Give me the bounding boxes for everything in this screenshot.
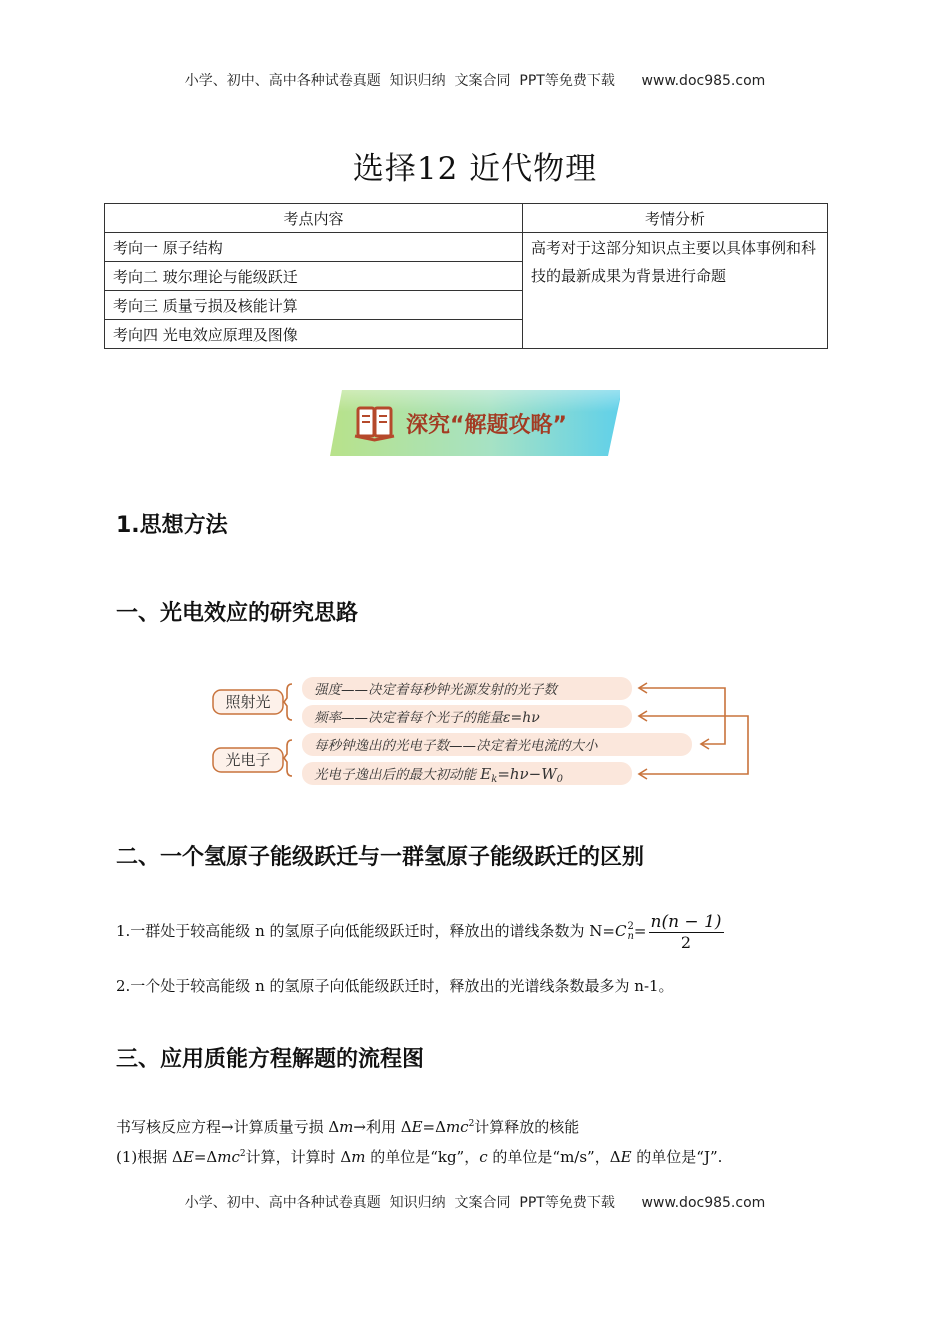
- svg-text:光电子逸出后的最大初动能 Ek=hν−W0: 光电子逸出后的最大初动能 $E_k=h\nu-W_0$: [314, 765, 564, 785]
- analysis-cell: 高考对于这部分知识点主要以具体事例和科技的最新成果为背景进行命题: [523, 233, 828, 349]
- table-row: 考向二 玻尔理论与能级跃迁: [105, 262, 523, 291]
- open-book-icon: [355, 408, 394, 440]
- connector-arrows: [639, 683, 748, 779]
- table-header-analysis: 考情分析: [523, 204, 828, 233]
- label-photoelectron: [213, 748, 283, 772]
- svg-text:照射光: 照射光: [225, 693, 271, 711]
- page-header: 小学、初中、高中各种试卷真题 知识归纳 文案合同 PPT等免费下载 www.doc985.com: [184, 73, 766, 89]
- diagram-row: [302, 733, 692, 756]
- paragraph-group-transitions: 1.一群处于较高能级 n 的氢原子向低能级跃迁时，释放出的谱线条数为 N=C 2 n = $\frac{n(n - 1)}{2}$: [116, 912, 722, 952]
- diagram-row: [302, 705, 632, 728]
- strategy-banner: [330, 388, 620, 458]
- page-title: 选择12 近代物理: [352, 151, 598, 187]
- page-footer: 小学、初中、高中各种试卷真题 知识归纳 文案合同 PPT等免费下载 www.doc985.com: [184, 1195, 766, 1211]
- flow-line: 书写核反应方程→计算质量亏损 Δm→利用 ΔE=Δmc$^2$计算释放的核能: [116, 1118, 580, 1136]
- svg-text:每秒钟逸出的光电子数——决定着光电流的大小: 每秒钟逸出的光电子数——决定着光电流的大小: [314, 738, 598, 754]
- svg-text:强度——决定着每秒钟光源发射的光子数: 强度——决定着每秒钟光源发射的光子数: [314, 682, 557, 698]
- svg-text:光电子: 光电子: [225, 751, 271, 769]
- fraction: $\frac{n(n - 1)}{2}$: [650, 912, 722, 952]
- table-header-content: 考点内容: [105, 204, 523, 233]
- diagram-row: [302, 677, 632, 700]
- exam-points-table: [104, 203, 828, 349]
- svg-text:频率——决定着每个光子的能量ε=hν: 频率——决定着每个光子的能量ε=hν: [314, 710, 540, 726]
- section-heading-methods: 1.思想方法: [116, 513, 228, 538]
- heading-mass-energy: 三、应用质能方程解题的流程图: [116, 1047, 425, 1072]
- table-row: 考向一 原子结构: [105, 233, 523, 262]
- heading-hydrogen-transitions: 二、一个氢原子能级跃迁与一群氢原子能级跃迁的区别: [116, 845, 645, 870]
- svg-text:深究“解题攻略”: 深究“解题攻略”: [406, 413, 567, 438]
- photoelectric-diagram: [210, 676, 755, 790]
- table-row: 考向四 光电效应原理及图像: [105, 320, 523, 349]
- label-incident-light: [213, 690, 283, 714]
- table-row: 考向三 质量亏损及核能计算: [105, 291, 523, 320]
- paragraph-single-transition: 2.一个处于较高能级 n 的氢原子向低能级跃迁时，释放出的光谱线条数最多为 n-1。: [116, 977, 674, 995]
- units-note: (1)根据 ΔE=Δmc$^2$计算，计算时 Δm 的单位是“kg”，c 的单位是“m/s”，ΔE 的单位是“J”.: [116, 1148, 723, 1166]
- diagram-row: [302, 762, 632, 785]
- heading-photoelectric: 一、光电效应的研究思路: [116, 601, 359, 626]
